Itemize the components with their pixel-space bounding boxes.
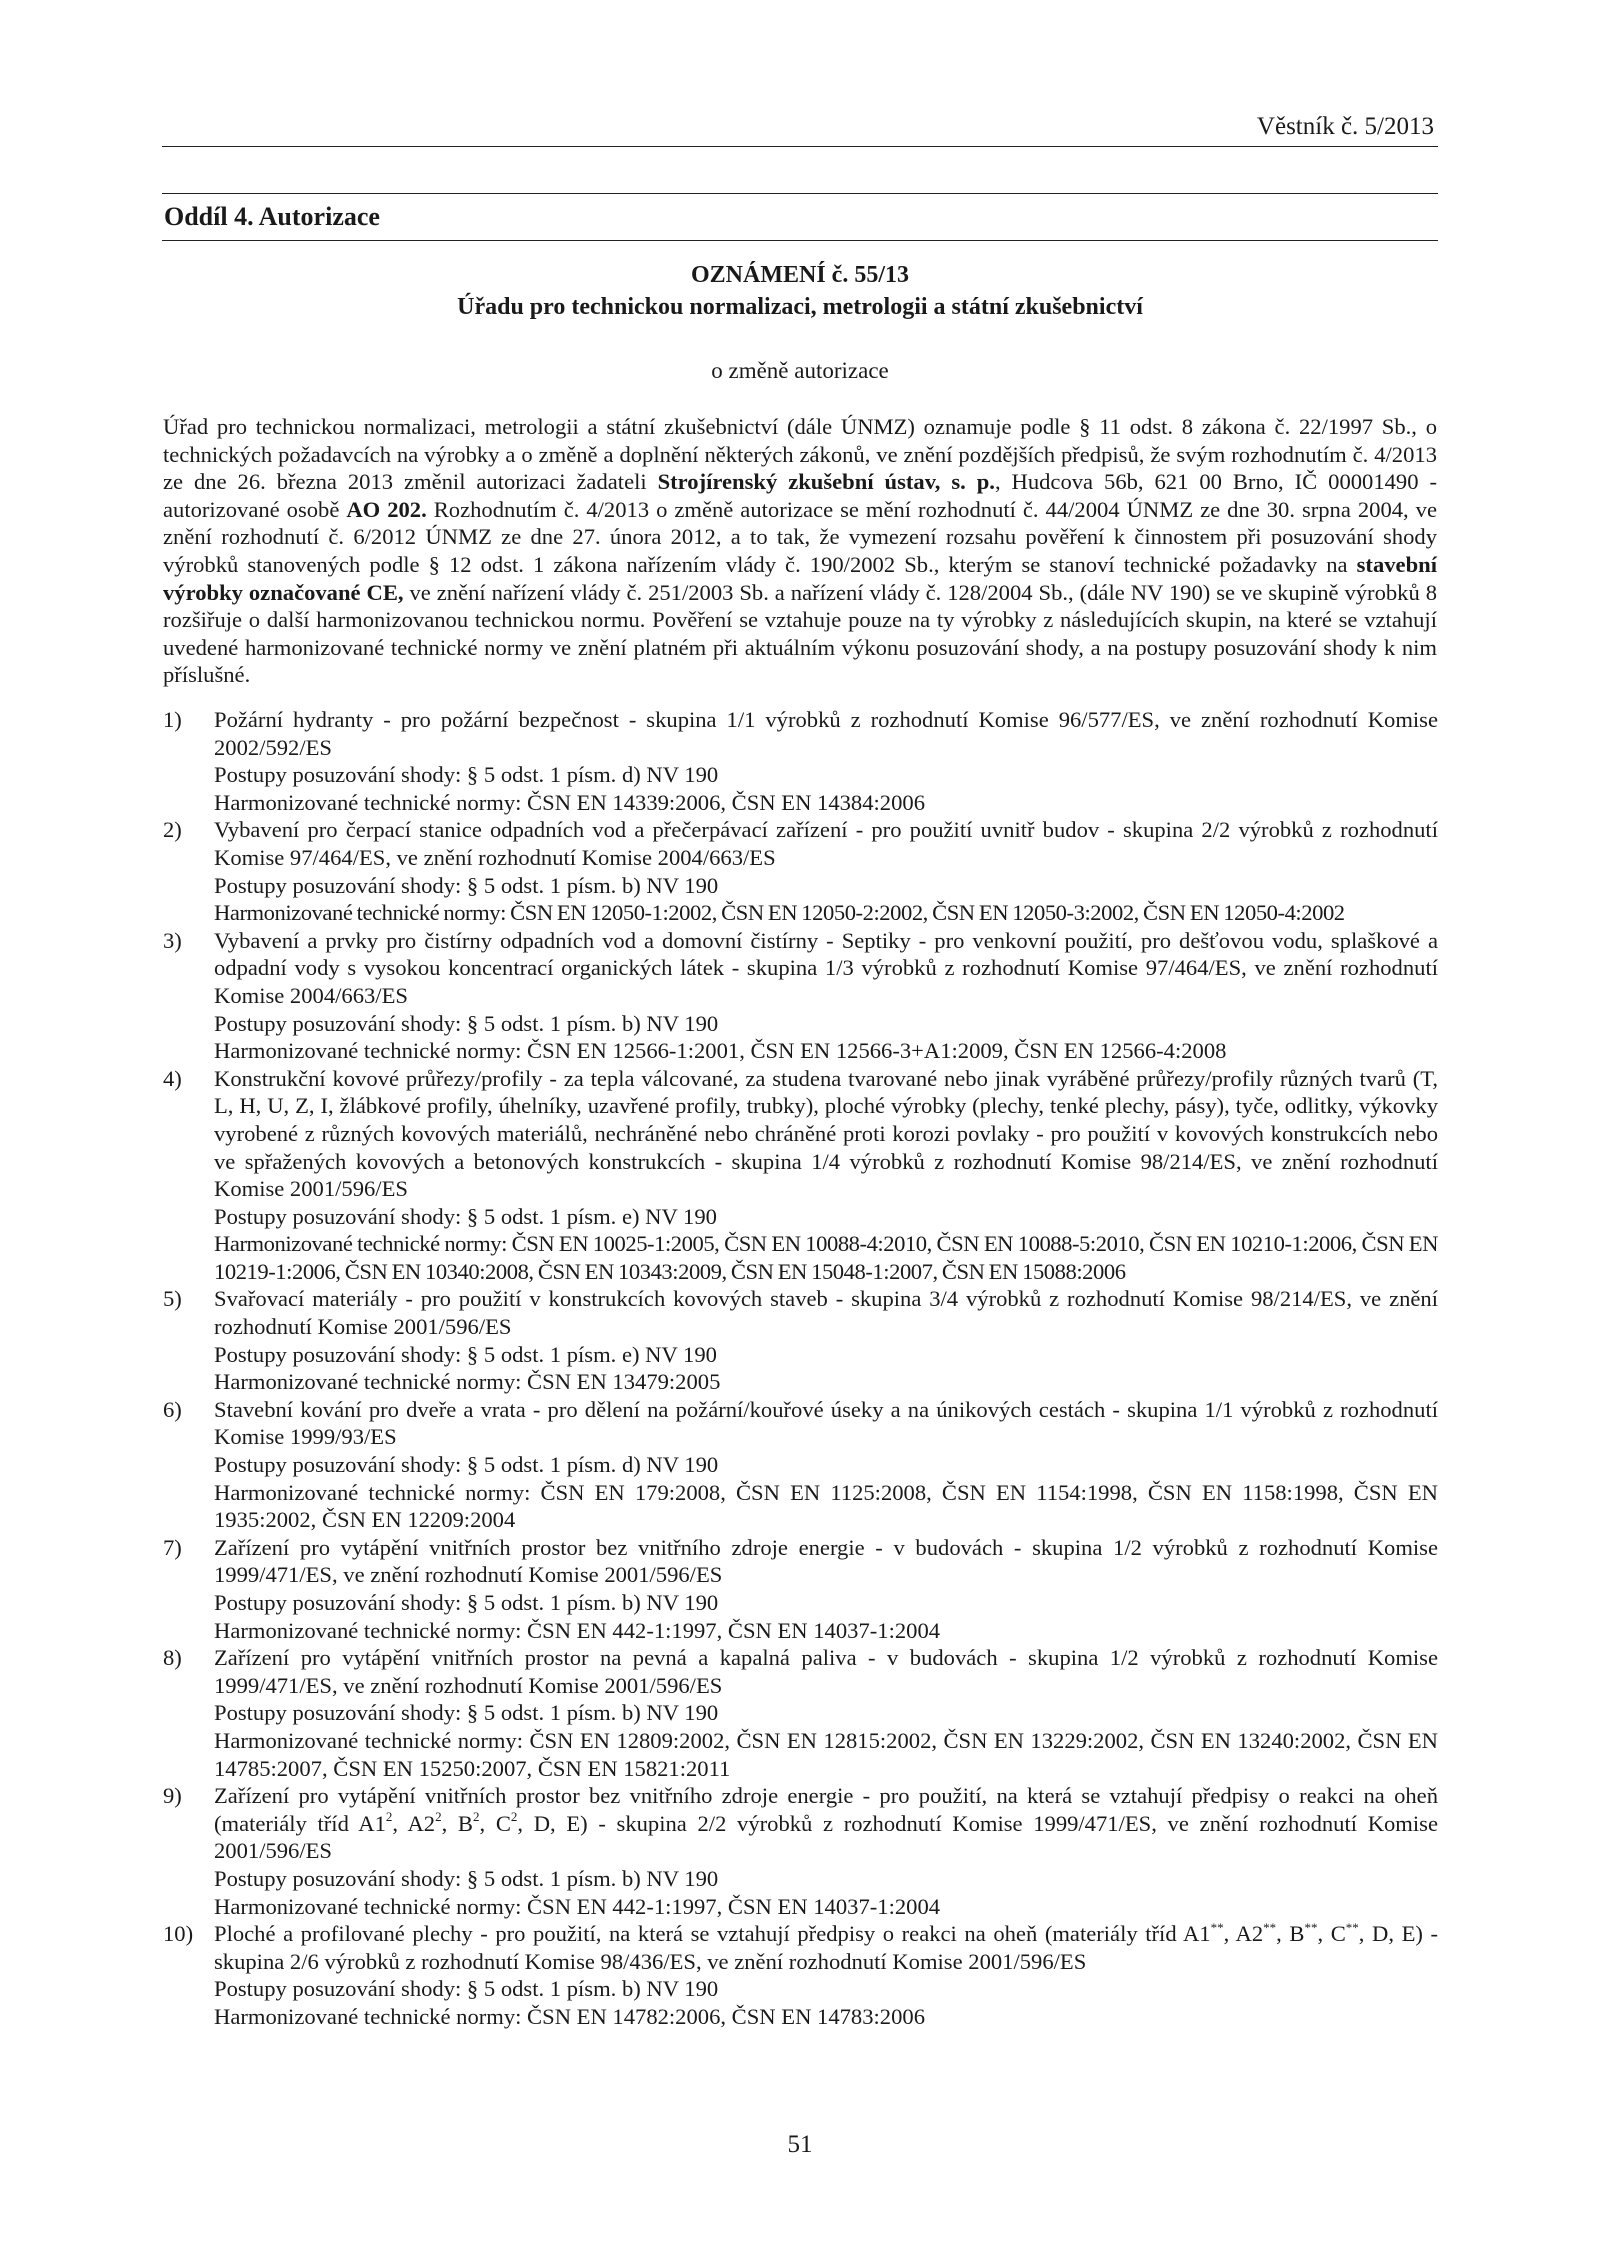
item-description: Zařízení pro vytápění vnitřních prostor na pevná a kapalná paliva - v budovách - skupina 1/2 výrobků z rozhodnutí Komise 1999/471/ES, ve znění rozhodnutí Komise 2001/596/ES [214, 1645, 1438, 1698]
list-item [163, 1396, 1438, 1534]
item-standards: Harmonizované technické normy: ČSN EN 12566-1:2001, ČSN EN 12566-3+A1:2009, ČSN EN 12566-4:2008 [214, 1038, 1227, 1064]
notice-issuer: Úřadu pro technickou normalizaci, metrologii a státní zkušebnictví [457, 294, 1143, 320]
item-number: 5) [163, 1286, 182, 1312]
item-number: 10) [163, 1921, 194, 1947]
product-category: stavební výrobky označované CE, [163, 551, 1437, 605]
item-number: 4) [163, 1065, 182, 1091]
notice-subject: o změně autorizace [711, 358, 889, 383]
item-number: 6) [163, 1396, 182, 1422]
item-procedures: Postupy posuzování shody: § 5 odst. 1 písm. b) NV 190 [214, 1590, 719, 1615]
item-description: Zařízení pro vytápění vnitřních prostor bez vnitřního zdroje energie - pro použití, na která se vztahují předpisy o reakci na oheň (materiály tříd $A1^2$, $A2^2$, $B^2$, $C^2$, D, E) - skupina 2/2 výrobků z rozhodnutí Komise 1999/471/ES, ve znění rozhodnutí Komise 2001/596/ES [214, 1783, 1438, 1864]
item-description: Požární hydranty - pro požární bezpečnost - skupina 1/1 výrobků z rozhodnutí Komise 96/577/ES, ve znění rozhodnutí Komise 2002/592/ES [214, 707, 1438, 760]
item-standards: Harmonizované technické normy: ČSN EN 179:2008, ČSN EN 1125:2008, ČSN EN 1154:1998, ČSN EN 1158:1998, ČSN EN 1935:2002, ČSN EN 12209:2004 [214, 1479, 1438, 1533]
item-number: 1) [163, 707, 182, 732]
item-standards: Harmonizované technické normy: ČSN EN 12809:2002, ČSN EN 12815:2002, ČSN EN 13229:2002, ČSN EN 13240:2002, ČSN EN 14785:2007, ČSN EN 15250:2007, ČSN EN 15821:2011 [214, 1727, 1438, 1781]
section-heading: Oddíl 4. Autorizace [164, 202, 380, 231]
item-description: Svařovací materiály - pro použití v konstrukcích kovových staveb - skupina 3/4 výrobků z rozhodnutí Komise 98/214/ES, ve znění rozhodnutí Komise 2001/596/ES [214, 1286, 1438, 1340]
intro-paragraph [163, 413, 1437, 689]
item-procedures: Postupy posuzování shody: § 5 odst. 1 písm. b) NV 190 [214, 1865, 719, 1891]
item-description: Ploché a profilované plechy - pro použití, na která se vztahují předpisy o reakci na oheň (materiály tříd A1**, A2**, B**, C**, D, E) - skupina 2/6 výrobků z rozhodnutí Komise 98/436/ES, ve znění rozhodnutí Komise 2001/596/ES [214, 1919, 1438, 1974]
list-item [163, 927, 1438, 1065]
item-standards: Harmonizované technické normy: ČSN EN 12050-1:2002, ČSN EN 12050-2:2002, ČSN EN 12050-3:2002, ČSN EN 12050-4:2002 [214, 900, 1345, 926]
item-standards: Harmonizované technické normy: ČSN EN 13479:2005 [214, 1369, 721, 1395]
intro-text-1: Úřad pro technickou normalizaci, metrologii a státní zkušebnictví (dále ÚNMZ) oznamuje podle § 11 odst. 8 zákona č. 22/1997 Sb., o technických požadavcích na výrobky a o změně a doplnění některých zákonů, ve znění pozdějších předpisů, že svým rozhodnutím č. 4/2013 ze dne 26. března 2013 změnil autorizaci žadateli [163, 414, 1437, 495]
item-description: Konstrukční kovové průřezy/profily - za tepla válcované, za studena tvarované nebo jinak vyráběné průřezy/profily různých tvarů (T, L, H, U, Z, I, žlábkové profily, úhelníky, uzavřené profily, trubky), ploché výrobky (plechy, tenké plechy, pásy), tyče, odlitky, výkovky vyrobené z různých kovových materiálů, nechráněné nebo chráněné proti korozi povlaky - pro použití v kovových konstrukcích nebo ve spřažených kovových a betonových konstrukcích - skupina 1/4 výrobků z rozhodnutí Komise 98/214/ES, ve znění rozhodnutí Komise 2001/596/ES [214, 1065, 1438, 1202]
header-divider [162, 146, 1438, 147]
item-standards: Harmonizované technické normy: ČSN EN 14782:2006, ČSN EN 14783:2006 [214, 2003, 925, 2029]
item-number: 8) [163, 1645, 182, 1671]
product-group-list [163, 706, 1438, 2031]
item-number: 7) [163, 1534, 182, 1560]
item-procedures: Postupy posuzování shody: § 5 odst. 1 písm. b) NV 190 [214, 1010, 719, 1036]
section-divider-bottom [162, 240, 1438, 241]
list-item [163, 1285, 1438, 1395]
list-item [163, 1644, 1438, 1782]
item-description: Stavební kování pro dveře a vrata - pro dělení na požární/kouřové úseky a na únikových cestách - skupina 1/1 výrobků z rozhodnutí Komise 1999/93/ES [214, 1396, 1438, 1450]
item-standards: Harmonizované technické normy: ČSN EN 442-1:1997, ČSN EN 14037-1:2004 [214, 1617, 941, 1643]
item-number: 9) [163, 1783, 182, 1809]
list-item [163, 1065, 1438, 1286]
item-procedures: Postupy posuzování shody: § 5 odst. 1 písm. b) NV 190 [214, 872, 719, 898]
item-standards: Harmonizované technické normy: ČSN EN 10025-1:2005, ČSN EN 10088-4:2010, ČSN EN 10088-5:2010, ČSN EN 10210-1:2006, ČSN EN 10219-1:2006, ČSN EN 10340:2008, ČSN EN 10343:2009, ČSN EN 15048-1:2007, ČSN EN 15088:2006 [214, 1231, 1438, 1284]
intro-text-3: Rozhodnutím č. 4/2013 o změně autorizace se mění rozhodnutí č. 44/2004 ÚNMZ ze dne 30. srpna 2004, ve znění rozhodnutí č. 6/2012 ÚNMZ ze dne 27. února 2012, a to tak, že vymezení rozsahu pověření k činnostem při posuzování shody výrobků stanovených podle § 12 odst. 1 zákona nařízením vlády č. 190/2002 Sb., kterým se stanoví technické požadavky na [163, 496, 1437, 577]
intro-text-2: , Hudcova 56b, 621 00 Brno, IČ 00001490 - autorizované osobě [163, 469, 1437, 522]
journal-title: Věstník č. 5/2013 [1256, 113, 1434, 140]
item-number: 3) [163, 927, 182, 953]
item-standards: Harmonizované technické normy: ČSN EN 442-1:1997, ČSN EN 14037-1:2004 [214, 1893, 941, 1919]
item-description: Zařízení pro vytápění vnitřních prostor bez vnitřního zdroje energie - v budovách - skupina 1/2 výrobků z rozhodnutí Komise 1999/471/ES, ve znění rozhodnutí Komise 2001/596/ES [214, 1534, 1438, 1588]
item-procedures: Postupy posuzování shody: § 5 odst. 1 písm. e) NV 190 [214, 1203, 717, 1229]
item-description: Vybavení a prvky pro čistírny odpadních vod a domovní čistírny - Septiky - pro venkovní použití, pro dešťovou vodu, splaškové a odpadní vody s vysokou koncentrací organických látek - skupina 1/3 výrobků z rozhodnutí Komise 97/464/ES, ve znění rozhodnutí Komise 2004/663/ES [214, 927, 1438, 1008]
item-number: 2) [163, 817, 182, 843]
item-procedures: Postupy posuzování shody: § 5 odst. 1 písm. b) NV 190 [214, 1976, 719, 2002]
item-procedures: Postupy posuzování shody: § 5 odst. 1 písm. e) NV 190 [214, 1341, 717, 1367]
item-procedures: Postupy posuzování shody: § 5 odst. 1 písm. b) NV 190 [214, 1700, 719, 1726]
item-description: Vybavení pro čerpací stanice odpadních vod a přečerpávací zařízení - pro použití uvnitř budov - skupina 2/2 výrobků z rozhodnutí Komise 97/464/ES, ve znění rozhodnutí Komise 2004/663/ES [214, 817, 1438, 870]
list-item [163, 1782, 1438, 1920]
applicant-name: Strojírenský zkušební ústav, s. p. [657, 469, 995, 495]
intro-text-4: ve znění nařízení vlády č. 251/2003 Sb. a nařízení vlády č. 128/2004 Sb., (dále NV 190) se ve skupině výrobků 8 rozšiřuje o další harmonizovanou technickou normu. Pověření se vztahuje pouze na ty výrobky z následujících skupin, na které se vztahují uvedené harmonizované technické normy ve znění platném při aktuálním výkonu posuzování shody, a na postupy posuzování shody k nim příslušné. [163, 579, 1437, 688]
page-number: 51 [787, 2131, 813, 2158]
notice-title: OZNÁMENÍ č. 55/13 [691, 262, 909, 288]
list-item [163, 1920, 1438, 2030]
list-item [163, 706, 1438, 816]
section-divider-top [162, 193, 1438, 194]
item-procedures: Postupy posuzování shody: § 5 odst. 1 písm. d) NV 190 [214, 1452, 719, 1478]
list-item [163, 1534, 1438, 1644]
item-procedures: Postupy posuzování shody: § 5 odst. 1 písm. d) NV 190 [214, 762, 719, 788]
authorized-body-code: AO 202. [346, 496, 427, 522]
list-item [163, 816, 1438, 926]
item-standards: Harmonizované technické normy: ČSN EN 14339:2006, ČSN EN 14384:2006 [214, 789, 925, 815]
